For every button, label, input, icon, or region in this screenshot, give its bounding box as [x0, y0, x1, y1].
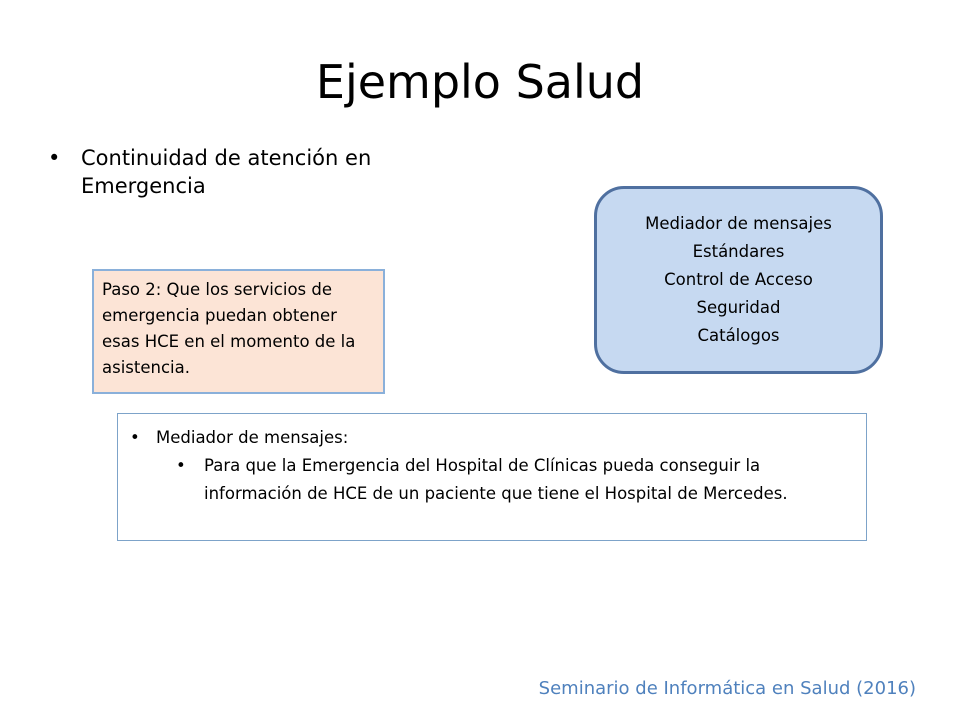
- bullet-marker: •: [48, 146, 61, 170]
- info-heading: Mediador de mensajes:: [156, 428, 349, 447]
- mediator-line: Estándares: [692, 242, 785, 261]
- info-box: [117, 413, 867, 541]
- main-bullet-text: Continuidad de atención en Emergencia: [81, 146, 372, 198]
- mediator-line: Catálogos: [697, 326, 780, 345]
- step-box: Paso 2: Que los servicios de emergencia puedan obtener esas HCE en el momento de la asistencia.: [92, 269, 385, 394]
- footer-text: Seminario de Informática en Salud (2016): [538, 678, 916, 699]
- info-sub-text: Para que la Emergencia del Hospital de Clínicas pueda conseguir la información de HCE de un paciente que tiene el Hospital de Mercedes.: [204, 456, 788, 503]
- slide-title: Ejemplo Salud: [315, 55, 645, 109]
- mediator-line: Seguridad: [696, 298, 781, 317]
- mediator-line: Mediador de mensajes: [645, 214, 832, 233]
- info-sub-bullet: [130, 452, 852, 508]
- mediator-box: [594, 186, 883, 374]
- bullet-marker: •: [130, 428, 140, 447]
- mediator-line: Control de Acceso: [664, 270, 813, 289]
- sub-bullet-marker: •: [176, 456, 186, 475]
- main-bullet-item: [48, 144, 408, 200]
- info-bullet: [130, 424, 852, 452]
